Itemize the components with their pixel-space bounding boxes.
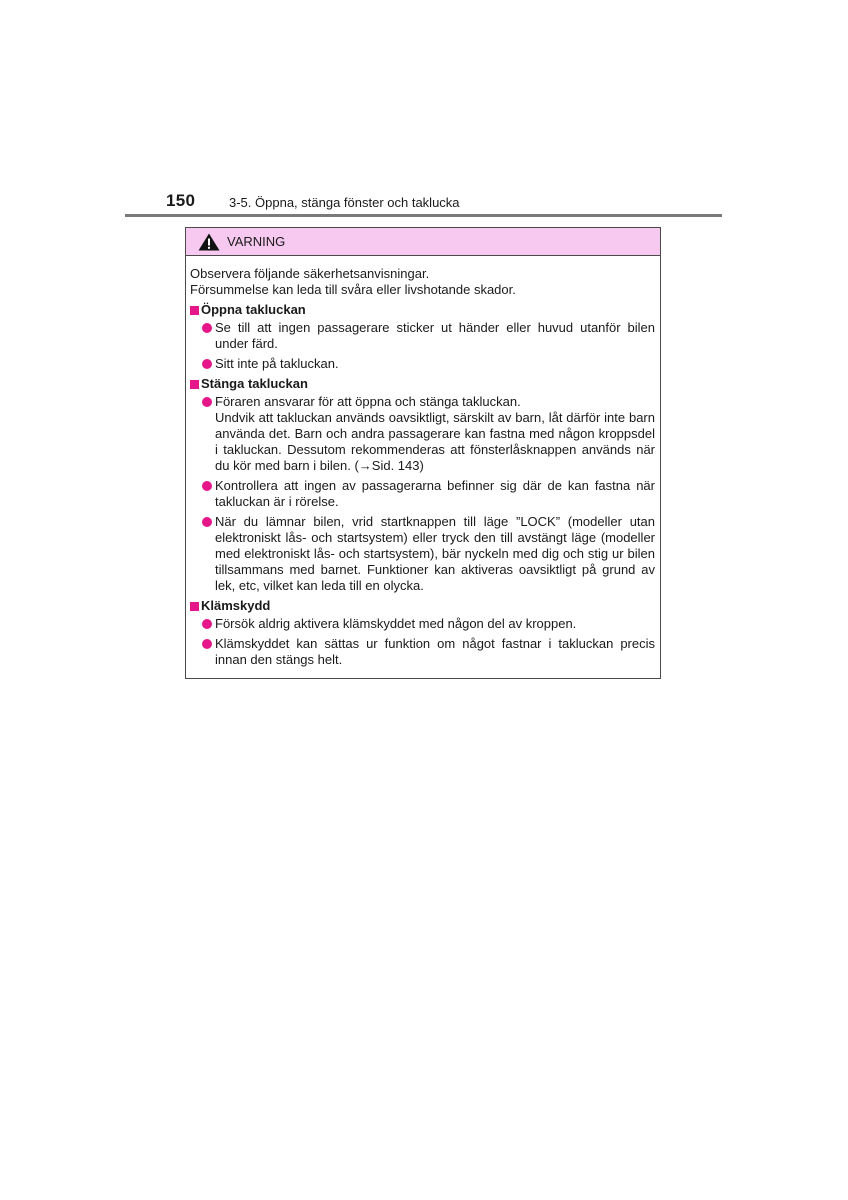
bullet-list (190, 616, 655, 668)
section-heading-text: Öppna takluckan (201, 302, 306, 317)
list-item (202, 636, 655, 668)
pink-square-icon (190, 306, 199, 315)
intro-line: Observera följande säkerhetsanvisningar. (190, 266, 430, 281)
intro-line: Försummelse kan leda till svåra eller livshotande skador. (190, 282, 516, 297)
section-heading-open-sunroof (190, 302, 655, 318)
warning-triangle-icon (198, 233, 220, 251)
pink-circle-icon (202, 481, 212, 491)
pink-circle-icon (202, 359, 212, 369)
pink-square-icon (190, 602, 199, 611)
list-item-text: Klämskyddet kan sättas ur funktion om något fastnar i takluckan precis innan den stängs helt. (215, 636, 655, 667)
list-item (202, 514, 655, 594)
pink-circle-icon (202, 397, 212, 407)
section-heading-text: Klämskydd (201, 598, 271, 613)
list-item (202, 320, 655, 352)
pink-circle-icon (202, 323, 212, 333)
list-item-text: Se till att ingen passagerare sticker ut händer eller huvud utanför bilen under färd. (215, 320, 655, 351)
section-heading-close-sunroof (190, 376, 655, 392)
list-item-text: När du lämnar bilen, vrid startknappen till läge ”LOCK” (modeller utan elektroniskt lås- och startsystem) eller tryck den till avstängt läge (modeller med elektroniskt lås- och startsystem), bär nyckeln med dig och stig ur bilen tillsammans med barnet. Funktioner kan aktiveras oavsiktligt på grund av lek, etc, vilket kan leda till en olycka. (215, 514, 655, 593)
list-item (202, 394, 655, 474)
pink-square-icon (190, 380, 199, 389)
page-number: 150 (166, 191, 196, 210)
section-heading-text: Stänga takluckan (201, 376, 308, 391)
warning-label: VARNING (227, 234, 286, 249)
header-rule (125, 214, 722, 217)
bullet-list (190, 320, 655, 372)
warning-intro (190, 266, 655, 298)
warning-box (185, 227, 661, 679)
list-item (202, 478, 655, 510)
list-item-text: Sitt inte på takluckan. (215, 356, 339, 371)
warning-header (186, 228, 660, 256)
section-title: 3-5. Öppna, stänga fönster och taklucka (229, 195, 460, 210)
warning-body (186, 256, 660, 668)
section-heading-jam-protection (190, 598, 655, 614)
list-item (202, 356, 655, 372)
pink-circle-icon (202, 639, 212, 649)
pink-circle-icon (202, 619, 212, 629)
list-item (202, 616, 655, 632)
list-item-text: Föraren ansvarar för att öppna och stänga takluckan. Undvik att takluckan används oavsiktligt, särskilt av barn, låt därför inte barn använda det. Barn och andra passagerare kan fastna med någon kroppsdel i takluckan. Dessutom rekommenderas att fönsterlåsknappen används när du kör med barn i bilen. (→Sid. 143) (215, 394, 655, 473)
list-item-text: Försök aldrig aktivera klämskyddet med någon del av kroppen. (215, 616, 577, 631)
bullet-list (190, 394, 655, 594)
pink-circle-icon (202, 517, 212, 527)
list-item-text: Kontrollera att ingen av passagerarna befinner sig där de kan fastna när takluckan är i rörelse. (215, 478, 655, 509)
